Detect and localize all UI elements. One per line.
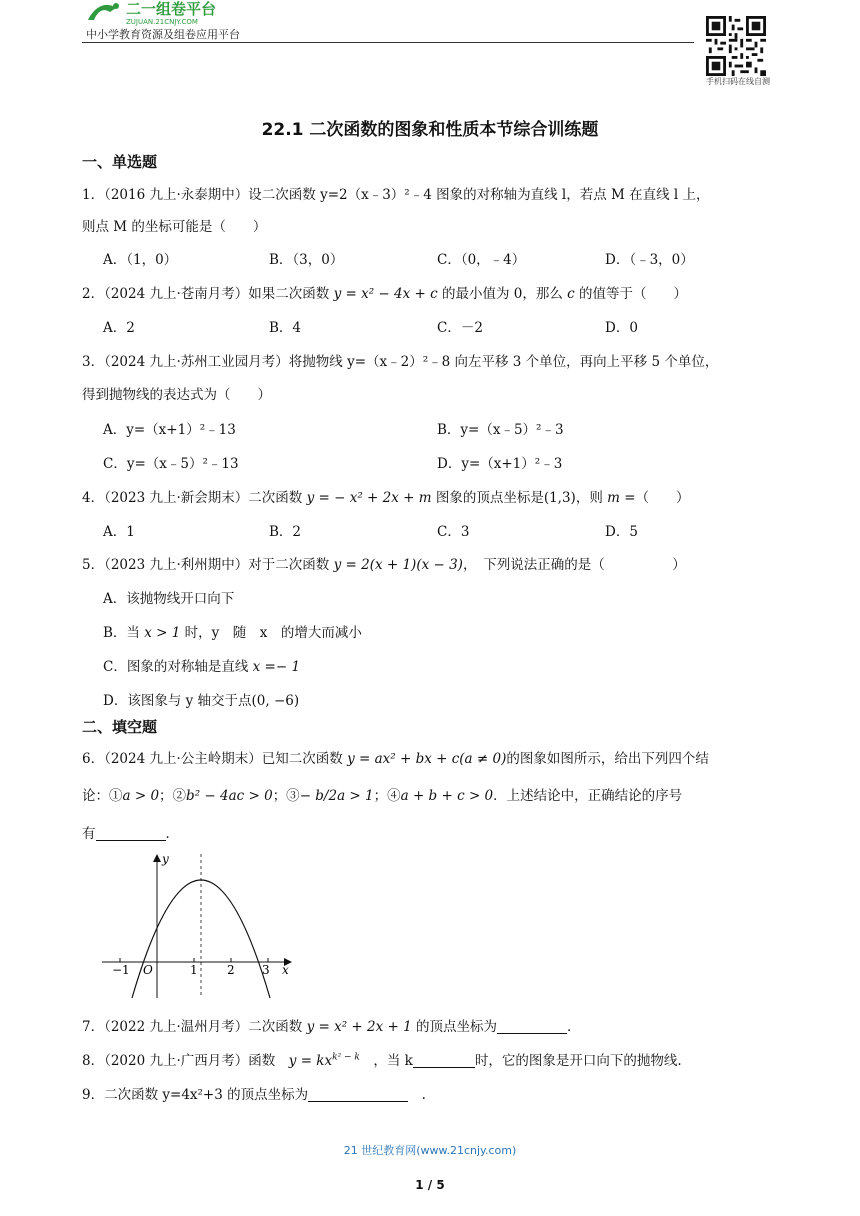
q8-stem <box>82 1049 682 1069</box>
q5-stem-pre: 5．（2023 九上·利州期中）对于二次函数 <box>82 557 334 573</box>
q2-stem-mid: 的最小值为 0，那么 <box>437 286 568 302</box>
q3-option-d[interactable]: D．y=（x+1）²﹣3 <box>437 456 563 472</box>
graph-label-3: 3 <box>262 963 270 977</box>
q9-stem-pre: 9．二次函数 y=4x²+3 的顶点坐标为 <box>82 1087 309 1103</box>
q6-conclusion-4: a + b + c > 0 <box>400 788 494 804</box>
q2-stem <box>82 282 687 302</box>
q5-option-c-expr: x =− 1 <box>252 659 301 675</box>
q5-stem <box>82 553 686 573</box>
q4-stem <box>82 486 690 506</box>
q6-stem-post: 的图象如图所示，给出下列四个结 <box>506 751 709 767</box>
q8-stem-post: ，当 k <box>359 1053 413 1069</box>
q1-option-d[interactable]: D．（﹣3，0） <box>605 252 694 268</box>
q6-line2-post: ．上述结论中，正确结论的序号 <box>493 788 683 804</box>
q5-option-c[interactable] <box>103 655 300 675</box>
q4-variable: m = <box>607 490 636 506</box>
q9-stem <box>82 1083 426 1103</box>
q6-parabola-graph <box>96 850 296 1000</box>
q1-option-b[interactable]: B．（3，0） <box>269 252 344 268</box>
q5-expression: y = 2(x + 1)(x − 3) <box>333 557 463 573</box>
q4-option-d[interactable]: D．5 <box>605 524 638 540</box>
q3-option-c[interactable]: C．y=（x﹣5）²﹣13 <box>103 456 239 472</box>
q5-option-c-pre: C．图象的对称轴是直线 <box>103 659 253 675</box>
graph-label-1: 1 <box>190 963 198 977</box>
q1-stem-line2: 则点 M 的坐标可能是（ ） <box>82 219 267 235</box>
q2-stem-post: 的值等于（ ） <box>574 286 688 302</box>
graph-label-m1: −1 <box>112 963 130 977</box>
q4-option-a[interactable]: A．1 <box>103 524 135 540</box>
q6-answer-blank[interactable] <box>96 826 166 841</box>
graph-label-2: 2 <box>227 963 235 977</box>
q5-option-b[interactable] <box>103 621 362 641</box>
q6-sep-2: ；③ <box>272 788 300 804</box>
graph-label-origin: O <box>143 963 153 977</box>
q2-option-c[interactable]: C．－2 <box>437 320 483 336</box>
q6-conclusion-2: b² − 4ac > 0 <box>186 788 273 804</box>
q7-stem <box>82 1015 581 1035</box>
q7-end: ． <box>567 1019 581 1035</box>
q6-sep-3: ；④ <box>373 788 401 804</box>
graph-label-y: y <box>162 852 169 866</box>
q3-option-a[interactable]: A．y=（x+1）²﹣13 <box>103 422 236 438</box>
q6-end: ． <box>165 826 179 842</box>
zujuan-logo <box>86 0 276 26</box>
q7-stem-pre: 7．（2022 九上·温州月考）二次函数 <box>82 1019 307 1035</box>
q8-stem-pre: 8．（2020 九上·广西月考）函数 <box>82 1053 289 1069</box>
qr-caption: 手机扫码在线自测 <box>706 77 770 86</box>
page-number: 1 / 5 <box>415 1178 445 1192</box>
q8-end: 时，它的图象是开口向下的抛物线. <box>474 1053 682 1069</box>
footer-site-link[interactable]: 21 世纪教育网(www.21cnjy.com) <box>343 1144 517 1157</box>
header-subtitle: 中小学教育资源及组卷应用平台 <box>86 28 240 41</box>
q5-option-b-post: 时，y 随 x 的增大而减小 <box>180 625 362 641</box>
q3-option-b[interactable]: B．y=（x﹣5）²﹣3 <box>437 422 564 438</box>
q2-option-a[interactable]: A．2 <box>103 320 135 336</box>
q1-option-c[interactable]: C．（0，﹣4） <box>437 252 526 268</box>
q8-expression: y = kx <box>288 1053 333 1069</box>
q4-option-b[interactable]: B．2 <box>269 524 302 540</box>
q2-option-d[interactable]: D．0 <box>605 320 638 336</box>
q8-exponent: k² − k <box>332 1052 360 1063</box>
q2-stem-pre: 2．（2024 九上·苍南月考）如果二次函数 <box>82 286 334 302</box>
q6-sep-1: ；② <box>159 788 187 804</box>
graph-label-x: x <box>282 963 289 977</box>
q1-option-a[interactable]: A．（1，0） <box>103 252 178 268</box>
q4-stem-mid: 图象的顶点坐标是(1,3)，则 <box>431 490 608 506</box>
page-title: 22.1 二次函数的图象和性质本节综合训练题 <box>261 120 599 140</box>
q5-stem-post: ， 下列说法正确的是（ ） <box>462 557 686 573</box>
q6-stem-line1 <box>82 747 709 767</box>
q3-stem-line2: 得到抛物线的表达式为（ ） <box>82 387 271 403</box>
q9-answer-blank[interactable] <box>308 1087 408 1102</box>
header-rule <box>82 42 694 43</box>
q4-option-c[interactable]: C．3 <box>437 524 470 540</box>
q5-option-b-pre: B．当 <box>103 625 145 641</box>
q2-option-b[interactable]: B．4 <box>269 320 302 336</box>
q6-conclusion-1: a > 0 <box>122 788 160 804</box>
q9-end: . <box>408 1087 426 1103</box>
q6-line3-text: 有 <box>82 826 96 842</box>
q8-answer-blank[interactable] <box>413 1053 475 1068</box>
qr-code-icon[interactable] <box>706 16 766 76</box>
q2-expression: y = x² − 4x + c <box>333 286 438 302</box>
q1-stem-line1: 1．（2016 九上·永泰期中）设二次函数 y=2（x﹣3）²﹣4 图象的对称轴为直线 l，若点 M 在直线 l 上， <box>82 187 710 203</box>
q6-stem-line3 <box>82 822 179 842</box>
q5-option-a[interactable]: A．该抛物线开口向下 <box>103 591 235 607</box>
q3-stem-line1: 3．（2024 九上·苏州工业园月考）将抛物线 y=（x﹣2）²﹣8 向左平移 3 个单位，再向上平移 5 个单位， <box>82 354 719 370</box>
graph-y-arrow <box>153 854 161 862</box>
q2-variable: c <box>567 286 575 302</box>
q6-stem-line2 <box>82 784 682 804</box>
section-single-choice: 一、单选题 <box>82 153 158 171</box>
q5-option-d[interactable]: D．该图象与 y 轴交于点(0, −6) <box>103 693 300 709</box>
section-fill-blank: 二、填空题 <box>82 718 158 736</box>
q6-stem-pre: 6．（2024 九上·公主岭期末）已知二次函数 <box>82 751 348 767</box>
q6-conclusion-3: − b/2a > 1 <box>299 788 374 804</box>
q7-expression: y = x² + 2x + 1 <box>306 1019 412 1035</box>
q4-stem-pre: 4．（2023 九上·新会期末）二次函数 <box>82 490 307 506</box>
q4-expression: y = − x² + 2x + m <box>306 490 432 506</box>
logo-text: 二一组卷平台 <box>126 0 217 18</box>
q7-answer-blank[interactable] <box>497 1019 567 1034</box>
q6-line2-pre: 论：① <box>82 788 123 804</box>
q6-expression: y = ax² + bx + c(a ≠ 0) <box>347 751 507 767</box>
q4-stem-post: （ ） <box>635 490 690 506</box>
q7-stem-post: 的顶点坐标为 <box>411 1019 498 1035</box>
logo-sub: ZUJUAN.21CNJY.COM <box>126 18 198 26</box>
q5-option-b-expr: x > 1 <box>144 625 181 641</box>
